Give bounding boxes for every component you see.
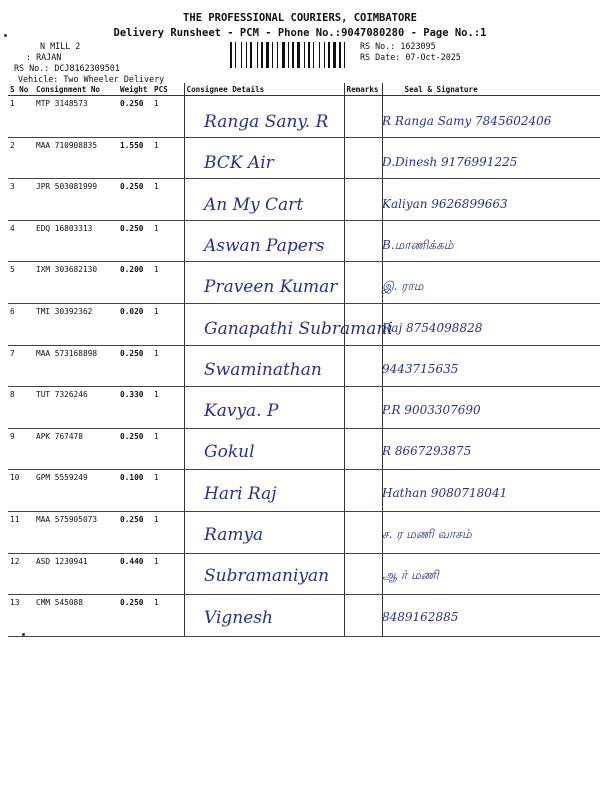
barcode-bar bbox=[243, 42, 245, 68]
cell-remarks bbox=[344, 595, 382, 637]
handwritten-signature: இ. ராம bbox=[382, 279, 424, 294]
runsheet-subtitle: Delivery Runsheet - PCM - Phone No.:9047080280 - Page No.:1 bbox=[113, 27, 487, 39]
cell-remarks bbox=[344, 428, 382, 470]
cell-signature bbox=[382, 137, 600, 179]
barcode-bar bbox=[324, 42, 325, 68]
barcode-bar bbox=[288, 42, 289, 68]
handwritten-consignee: Praveen Kumar bbox=[204, 277, 338, 298]
barcode-bar bbox=[304, 42, 305, 68]
cell-consignee-details bbox=[184, 345, 344, 387]
barcode-bar bbox=[306, 42, 307, 68]
delivery-person-line: : RAJAN bbox=[26, 52, 62, 62]
cell-consignee-details bbox=[184, 303, 344, 345]
cell-pcs: 1 bbox=[152, 179, 184, 221]
cell-signature bbox=[382, 303, 600, 345]
cell-consignment-no: TUT 7326246 bbox=[34, 387, 118, 429]
scan-mark bbox=[4, 34, 7, 37]
cell-weight: 1.550 bbox=[118, 137, 152, 179]
handwritten-signature: P.R 9003307690 bbox=[382, 403, 481, 418]
col-header-consignee: Consignee Details bbox=[184, 83, 344, 96]
cell-consignee-details bbox=[184, 262, 344, 304]
cell-signature bbox=[382, 345, 600, 387]
runsheet-table bbox=[8, 83, 600, 637]
cell-remarks bbox=[344, 303, 382, 345]
cell-consignment-no: MTP 3148573 bbox=[34, 96, 118, 138]
handwritten-signature: 8489162885 bbox=[382, 609, 459, 624]
cell-signature bbox=[382, 553, 600, 595]
cell-sno: 4 bbox=[8, 220, 34, 262]
cell-remarks bbox=[344, 96, 382, 138]
cell-consignment-no: ASD 1230941 bbox=[34, 553, 118, 595]
table-row bbox=[8, 179, 600, 221]
cell-weight: 0.200 bbox=[118, 262, 152, 304]
table-row bbox=[8, 96, 600, 138]
barcode-bar bbox=[292, 42, 294, 68]
col-header-consignment: Consignment No bbox=[34, 83, 118, 96]
cell-consignment-no: MAA 573168898 bbox=[34, 345, 118, 387]
table-header-row bbox=[8, 83, 600, 96]
cell-signature bbox=[382, 179, 600, 221]
barcode-bar bbox=[274, 42, 276, 68]
barcode-bar bbox=[277, 42, 278, 68]
cell-sno: 1 bbox=[8, 96, 34, 138]
cell-sno: 13 bbox=[8, 595, 34, 637]
cell-consignee-details bbox=[184, 553, 344, 595]
handwritten-consignee: Gokul bbox=[204, 442, 255, 463]
barcode-bar bbox=[257, 42, 258, 68]
cell-sno: 5 bbox=[8, 262, 34, 304]
barcode-bar bbox=[250, 42, 252, 68]
col-header-sno: S No bbox=[8, 83, 34, 96]
cell-weight: 0.250 bbox=[118, 345, 152, 387]
barcode-bar bbox=[308, 42, 310, 68]
barcode-bar bbox=[339, 42, 341, 68]
cell-consignment-no: JPR 503081999 bbox=[34, 179, 118, 221]
cell-weight: 0.100 bbox=[118, 470, 152, 512]
handwritten-consignee: Hari Raj bbox=[204, 483, 277, 504]
cell-pcs: 1 bbox=[152, 428, 184, 470]
cell-pcs: 1 bbox=[152, 96, 184, 138]
cell-weight: 0.250 bbox=[118, 220, 152, 262]
cell-consignee-details bbox=[184, 595, 344, 637]
cell-signature bbox=[382, 262, 600, 304]
cell-signature bbox=[382, 428, 600, 470]
cell-remarks bbox=[344, 137, 382, 179]
barcode-bar bbox=[301, 42, 303, 68]
cell-signature bbox=[382, 387, 600, 429]
drs-number-line: RS No.: DCJ8162309501 bbox=[14, 63, 120, 73]
cell-sno: 12 bbox=[8, 553, 34, 595]
cell-remarks bbox=[344, 470, 382, 512]
table-row bbox=[8, 428, 600, 470]
cell-consignee-details bbox=[184, 137, 344, 179]
handwritten-signature: Kaliyan 9626899663 bbox=[382, 196, 508, 211]
table-row bbox=[8, 303, 600, 345]
barcode-bar bbox=[241, 42, 242, 68]
barcode-bar bbox=[246, 42, 247, 68]
cell-remarks bbox=[344, 345, 382, 387]
barcode-bar bbox=[264, 42, 265, 68]
handwritten-signature: R Ranga Samy 7845602406 bbox=[382, 114, 552, 128]
cell-sno: 9 bbox=[8, 428, 34, 470]
cell-consignment-no: MAA 575905073 bbox=[34, 511, 118, 553]
barcode-bar bbox=[253, 42, 256, 68]
table-row bbox=[8, 220, 600, 262]
cell-remarks bbox=[344, 220, 382, 262]
handwritten-signature: Raj 8754098828 bbox=[382, 320, 483, 335]
barcode-bar bbox=[235, 42, 236, 68]
barcode-bar bbox=[270, 42, 271, 68]
cell-pcs: 1 bbox=[152, 345, 184, 387]
cell-signature bbox=[382, 595, 600, 637]
barcode-bar bbox=[344, 42, 345, 68]
cell-signature bbox=[382, 470, 600, 512]
cell-consignee-details bbox=[184, 428, 344, 470]
cell-pcs: 1 bbox=[152, 595, 184, 637]
cell-pcs: 1 bbox=[152, 137, 184, 179]
table-row bbox=[8, 470, 600, 512]
table-row bbox=[8, 262, 600, 304]
col-header-pcs: PCS bbox=[152, 83, 184, 96]
cell-consignment-no: IXM 303682130 bbox=[34, 262, 118, 304]
cell-pcs: 1 bbox=[152, 387, 184, 429]
barcode-bar bbox=[326, 42, 327, 68]
cell-consignee-details bbox=[184, 220, 344, 262]
cell-weight: 0.250 bbox=[118, 595, 152, 637]
cell-sno: 10 bbox=[8, 470, 34, 512]
barcode-bar bbox=[272, 42, 273, 68]
cell-weight: 0.250 bbox=[118, 96, 152, 138]
barcode-bar bbox=[259, 42, 260, 68]
cell-consignment-no: TMI 30392362 bbox=[34, 303, 118, 345]
cell-sno: 6 bbox=[8, 303, 34, 345]
cell-remarks bbox=[344, 387, 382, 429]
cell-consignment-no: EDQ 16803313 bbox=[34, 220, 118, 262]
barcode-bar bbox=[261, 42, 263, 68]
barcode-bar bbox=[346, 42, 348, 68]
barcode-bar bbox=[311, 42, 312, 68]
cell-remarks bbox=[344, 511, 382, 553]
handwritten-signature: D.Dinesh 9176991225 bbox=[382, 155, 518, 170]
cell-consignee-details bbox=[184, 387, 344, 429]
cell-sno: 3 bbox=[8, 179, 34, 221]
handwritten-consignee: Swaminathan bbox=[204, 359, 322, 380]
cell-weight: 0.250 bbox=[118, 428, 152, 470]
cell-consignee-details bbox=[184, 96, 344, 138]
cell-pcs: 1 bbox=[152, 220, 184, 262]
cell-pcs: 1 bbox=[152, 262, 184, 304]
handwritten-consignee: Vignesh bbox=[204, 607, 273, 628]
barcode-bar bbox=[321, 42, 323, 68]
barcode-bar bbox=[319, 42, 320, 68]
handwritten-consignee: Aswan Papers bbox=[204, 235, 325, 256]
handwritten-consignee: Ramya bbox=[204, 525, 264, 545]
handwritten-signature: 9443715635 bbox=[382, 361, 459, 376]
barcode-bar bbox=[279, 42, 281, 68]
table-row bbox=[8, 345, 600, 387]
cell-signature bbox=[382, 511, 600, 553]
cell-weight: 0.020 bbox=[118, 303, 152, 345]
runsheet-title: THE PROFESSIONAL COURIERS, COIMBATORE bbox=[183, 12, 417, 24]
handwritten-signature: R 8667293875 bbox=[382, 444, 472, 459]
rs-date: RS Date: 07-Oct-2025 bbox=[360, 52, 461, 62]
barcode-bar bbox=[315, 42, 318, 68]
barcode-bar bbox=[297, 42, 300, 68]
cell-signature bbox=[382, 96, 600, 138]
barcode-bar bbox=[282, 42, 285, 68]
runsheet-barcode bbox=[230, 42, 354, 68]
col-header-signature: Seal & Signature bbox=[382, 83, 600, 96]
cell-consignment-no: CMM 545088 bbox=[34, 595, 118, 637]
handwritten-signature: B.மாணிக்கம் bbox=[382, 237, 454, 252]
cell-sno: 11 bbox=[8, 511, 34, 553]
barcode-bar bbox=[266, 42, 269, 68]
vehicle-line: Vehicle: Two Wheeler Delivery bbox=[18, 74, 165, 84]
cell-consignment-no: APK 767478 bbox=[34, 428, 118, 470]
rs-number: RS No.: 1623095 bbox=[360, 41, 436, 51]
cell-pcs: 1 bbox=[152, 511, 184, 553]
cell-remarks bbox=[344, 179, 382, 221]
barcode-bar bbox=[237, 42, 240, 68]
col-header-weight: Weight bbox=[118, 83, 152, 96]
handwritten-signature: Hathan 9080718041 bbox=[382, 485, 508, 500]
barcode-bar bbox=[313, 42, 314, 68]
cell-weight: 0.250 bbox=[118, 511, 152, 553]
cell-remarks bbox=[344, 262, 382, 304]
barcode-bar bbox=[286, 42, 287, 68]
table-row bbox=[8, 511, 600, 553]
table-row bbox=[8, 387, 600, 429]
barcode-bar bbox=[337, 42, 338, 68]
handwritten-consignee: Kavya. P bbox=[204, 401, 279, 422]
cell-sno: 8 bbox=[8, 387, 34, 429]
cell-pcs: 1 bbox=[152, 553, 184, 595]
barcode-bar bbox=[295, 42, 296, 68]
cell-consignment-no: GPM 5559249 bbox=[34, 470, 118, 512]
cell-consignee-details bbox=[184, 511, 344, 553]
barcode-bar bbox=[230, 42, 232, 68]
cell-remarks bbox=[344, 553, 382, 595]
cell-sno: 7 bbox=[8, 345, 34, 387]
cell-signature bbox=[382, 220, 600, 262]
handwritten-signature: ஆ ர் மணி bbox=[382, 568, 439, 583]
table-row bbox=[8, 553, 600, 595]
handwritten-consignee: An My Cart bbox=[204, 194, 304, 215]
cell-sno: 2 bbox=[8, 137, 34, 179]
cell-consignee-details bbox=[184, 179, 344, 221]
cell-consignment-no: MAA 710908835 bbox=[34, 137, 118, 179]
handwritten-signature: ச. ர மணி வாசம் bbox=[382, 527, 472, 541]
cell-pcs: 1 bbox=[152, 470, 184, 512]
handwritten-consignee: BCK Air bbox=[204, 153, 274, 174]
handwritten-consignee: Ranga Sany. R bbox=[204, 112, 329, 132]
cell-weight: 0.250 bbox=[118, 179, 152, 221]
barcode-bar bbox=[342, 42, 343, 68]
barcode-bar bbox=[328, 42, 330, 68]
branch-line: N MILL 2 bbox=[40, 41, 81, 51]
cell-pcs: 1 bbox=[152, 303, 184, 345]
cell-weight: 0.330 bbox=[118, 387, 152, 429]
barcode-bar bbox=[290, 42, 291, 68]
barcode-bar bbox=[248, 42, 249, 68]
barcode-bar bbox=[233, 42, 234, 68]
table-row bbox=[8, 137, 600, 179]
table-row bbox=[8, 595, 600, 637]
handwritten-consignee: Ganapathi Subramani bbox=[204, 318, 393, 339]
cell-weight: 0.440 bbox=[118, 553, 152, 595]
cell-consignee-details bbox=[184, 470, 344, 512]
barcode-bar bbox=[333, 42, 336, 68]
col-header-remarks: Remarks bbox=[344, 83, 382, 96]
barcode-bar bbox=[331, 42, 332, 68]
handwritten-consignee: Subramaniyan bbox=[204, 566, 330, 587]
